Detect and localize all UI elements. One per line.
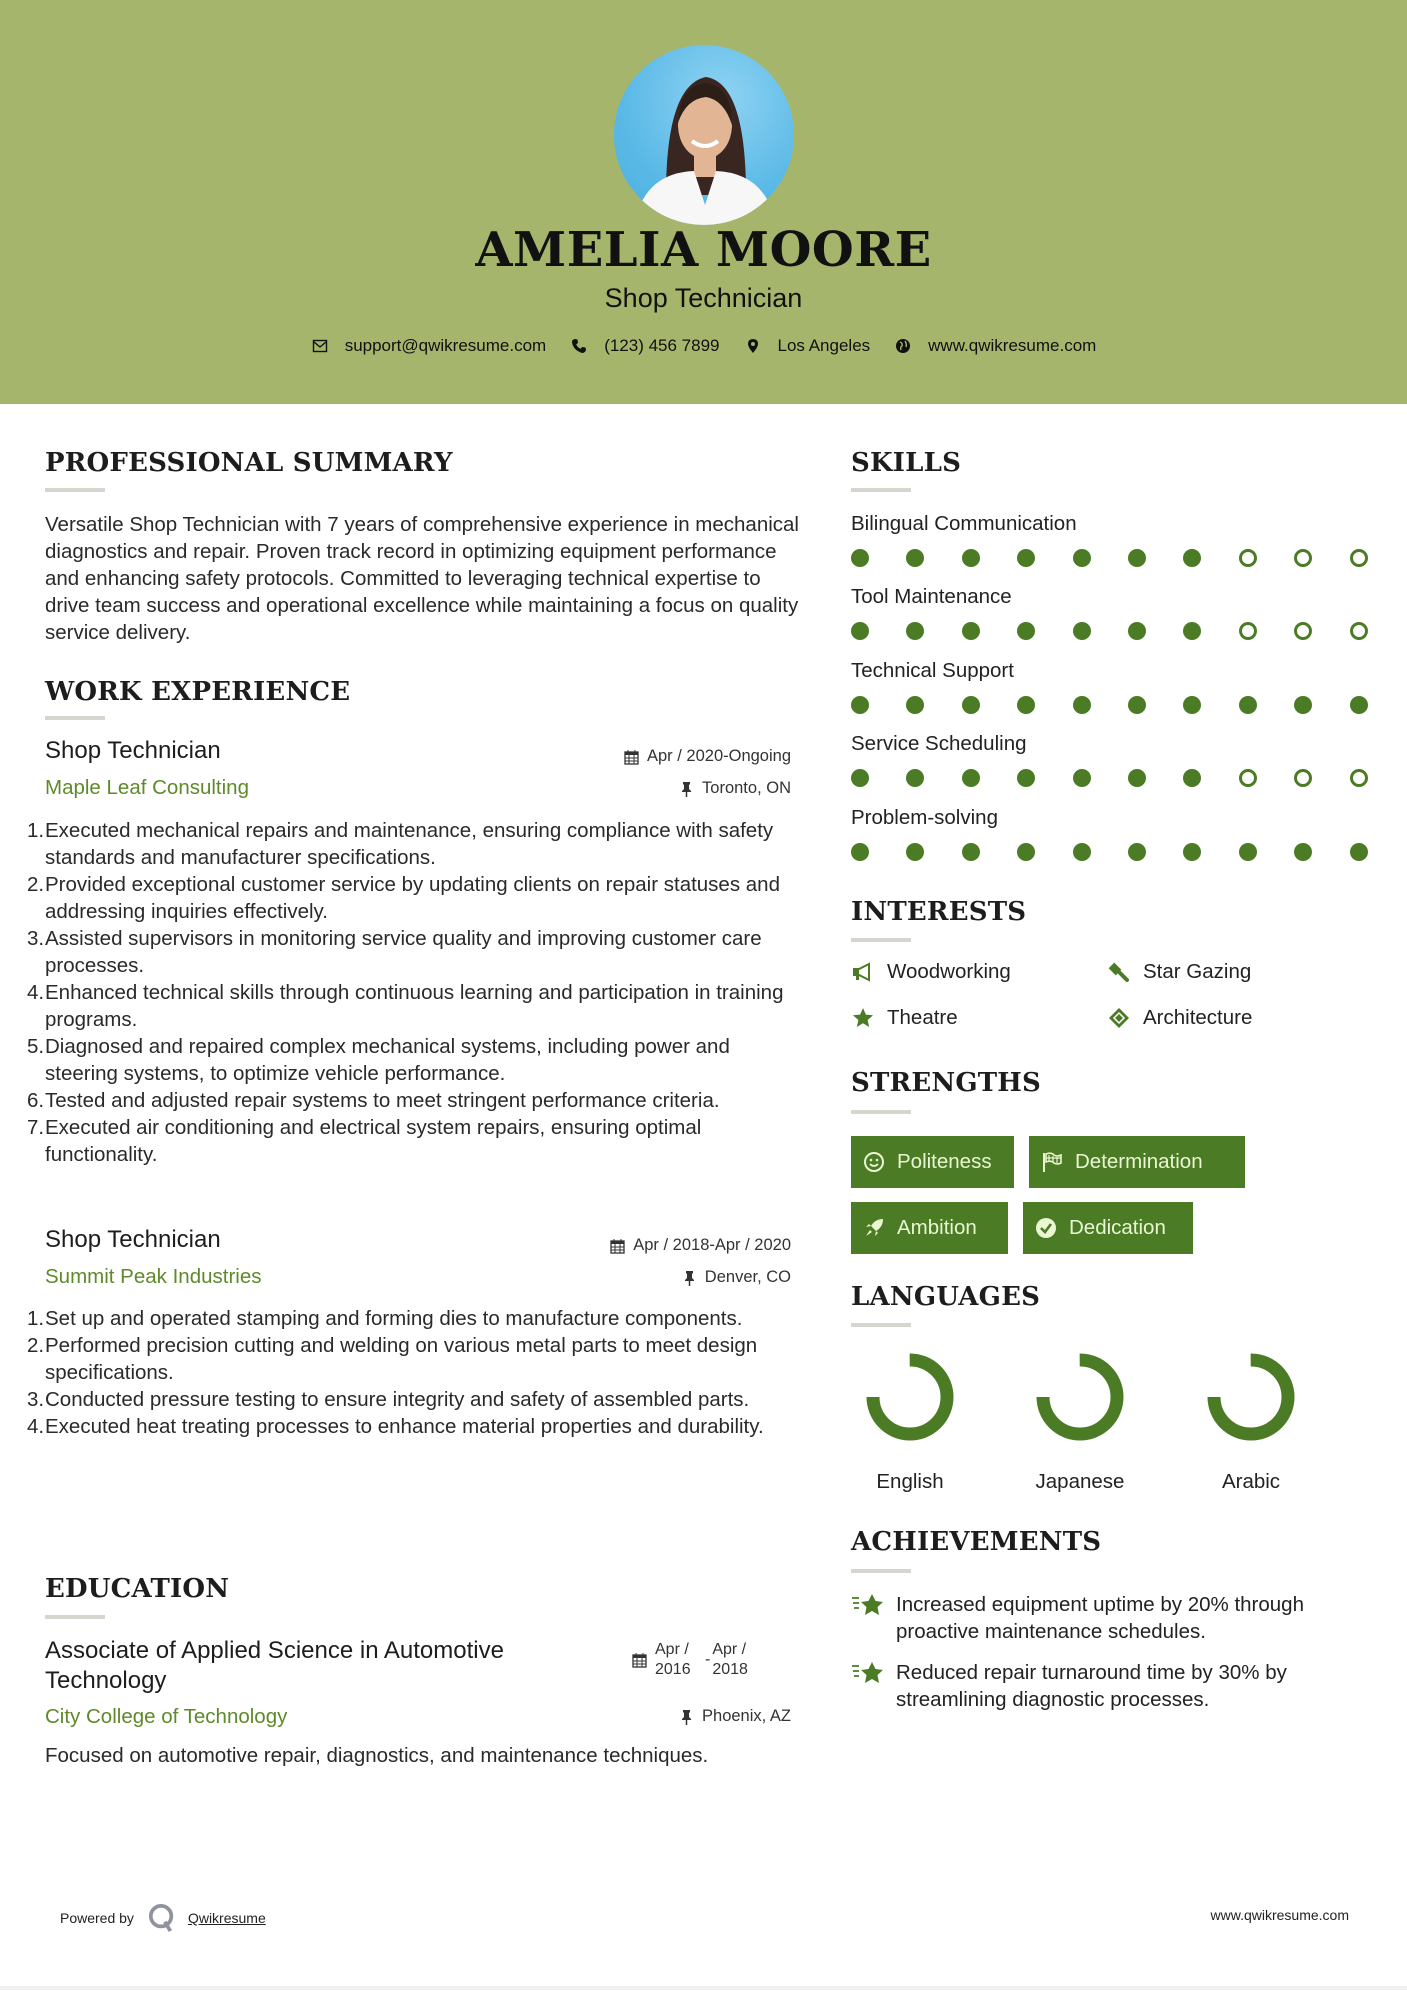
job-location: Denver, CO xyxy=(682,1268,791,1287)
section-divider xyxy=(851,488,911,492)
experience-heading: WORK EXPERIENCE xyxy=(45,677,351,707)
company-name: Summit Peak Industries xyxy=(45,1265,262,1288)
globe-icon xyxy=(894,337,912,355)
empty-dot-icon xyxy=(1350,769,1368,787)
section-divider xyxy=(851,1110,911,1114)
job-responsibilities xyxy=(27,817,807,1168)
filled-dot-icon xyxy=(906,769,924,787)
section-divider xyxy=(851,1569,911,1573)
candidate-title: Shop Technician xyxy=(604,283,803,313)
list-item: 5. Diagnosed and repaired complex mechanical systems, including power and steering systems, to optimize vehicle performance. xyxy=(27,1035,730,1085)
education-location: Phoenix, AZ xyxy=(679,1707,791,1726)
filled-dot-icon xyxy=(1128,622,1146,640)
achievement-item: Increased equipment uptime by 20% through proactive maintenance schedules. xyxy=(851,1591,1371,1645)
empty-dot-icon xyxy=(1294,549,1312,567)
degree-title: Associate of Applied Science in Automotive Technology xyxy=(45,1637,504,1694)
filled-dot-icon xyxy=(851,769,869,787)
smile-icon xyxy=(863,1151,885,1173)
achievement-item: Reduced repair turnaround time by 30% by streamlining diagnostic processes. xyxy=(851,1659,1371,1713)
strengths-heading: STRENGTHS xyxy=(851,1068,1042,1098)
phone-text: (123) 456 7899 xyxy=(604,336,720,355)
filled-dot-icon xyxy=(962,549,980,567)
qwikresume-link[interactable]: Qwikresume xyxy=(187,1910,266,1926)
strength-dedication: Dedication xyxy=(1023,1202,1193,1254)
filled-dot-icon xyxy=(1183,843,1201,861)
education-end: Apr / 2018 xyxy=(712,1641,748,1678)
shooting-star-icon xyxy=(851,1659,887,1689)
list-item: 4. Executed heat treating processes to enhance material properties and durability. xyxy=(27,1415,764,1438)
empty-dot-icon xyxy=(1239,769,1257,787)
filled-dot-icon xyxy=(851,696,869,714)
footer-powered-by: Powered by Qwikresume xyxy=(60,1903,266,1933)
filled-dot-icon xyxy=(1073,769,1091,787)
empty-dot-icon xyxy=(1350,549,1368,567)
skill-name: Technical Support xyxy=(851,659,1014,682)
qwikresume-logo-icon xyxy=(148,1903,176,1933)
section-divider xyxy=(851,938,911,942)
skill-rating xyxy=(851,696,1405,714)
section-divider xyxy=(45,488,105,492)
list-item: 4. Enhanced technical skills through continuous learning and participation in training programs. xyxy=(27,981,784,1031)
language-progress-ring xyxy=(865,1352,955,1442)
filled-dot-icon xyxy=(1183,769,1201,787)
phone-icon xyxy=(570,337,588,355)
list-item: 6. Tested and adjusted repair systems to meet stringent performance criteria. xyxy=(27,1089,720,1112)
filled-dot-icon xyxy=(906,843,924,861)
job-dates: Apr / 2020-Ongoing xyxy=(624,747,791,766)
page-bottom-edge xyxy=(0,1986,1407,1990)
bullhorn-icon xyxy=(851,960,875,984)
calendar-icon xyxy=(624,749,639,765)
candidate-name: AMELIA MOORE xyxy=(475,222,932,278)
map-marker-icon xyxy=(744,337,762,355)
filled-dot-icon xyxy=(1017,843,1035,861)
filled-dot-icon xyxy=(1294,696,1312,714)
filled-dot-icon xyxy=(1128,696,1146,714)
contact-location xyxy=(744,336,871,356)
filled-dot-icon xyxy=(1073,549,1091,567)
list-item: 3. Conducted pressure testing to ensure integrity and safety of assembled parts. xyxy=(27,1388,750,1411)
language-progress-ring xyxy=(1035,1352,1125,1442)
language-arabic: Arabic xyxy=(1201,1352,1301,1494)
filled-dot-icon xyxy=(851,622,869,640)
skill-name: Tool Maintenance xyxy=(851,585,1012,608)
filled-dot-icon xyxy=(1073,696,1091,714)
filled-dot-icon xyxy=(906,696,924,714)
empty-dot-icon xyxy=(1350,622,1368,640)
filled-dot-icon xyxy=(1017,769,1035,787)
job-title: Shop Technician xyxy=(45,737,221,764)
languages-heading: LANGUAGES xyxy=(851,1282,1041,1312)
list-item: 7. Executed air conditioning and electrical system repairs, ensuring optimal functionality. xyxy=(27,1116,702,1166)
email-text: support@qwikresume.com xyxy=(344,336,547,355)
filled-dot-icon xyxy=(1128,769,1146,787)
profile-photo-icon xyxy=(614,45,794,225)
language-japanese: Japanese xyxy=(1030,1352,1130,1494)
filled-dot-icon xyxy=(1183,696,1201,714)
thumbtack-icon xyxy=(682,1270,697,1286)
filled-dot-icon xyxy=(1017,696,1035,714)
filled-dot-icon xyxy=(906,622,924,640)
website-text: www.qwikresume.com xyxy=(928,336,1097,355)
calendar-icon xyxy=(610,1238,625,1254)
skill-name: Bilingual Communication xyxy=(851,512,1077,535)
company-name: Maple Leaf Consulting xyxy=(45,776,249,799)
filled-dot-icon xyxy=(1073,622,1091,640)
job-location: Toronto, ON xyxy=(679,779,791,798)
filled-dot-icon xyxy=(1073,843,1091,861)
empty-dot-icon xyxy=(1239,622,1257,640)
strength-politeness: Politeness xyxy=(851,1136,1014,1188)
avatar xyxy=(614,45,794,225)
check-circle-icon xyxy=(1035,1217,1057,1239)
list-item: 2. Performed precision cutting and welding on various metal parts to meet design specifications. xyxy=(27,1334,758,1384)
interest-star-gazing: Star Gazing xyxy=(1107,960,1251,984)
filled-dot-icon xyxy=(1294,843,1312,861)
gavel-icon xyxy=(1107,960,1131,984)
section-divider xyxy=(45,716,105,720)
education-start: Apr / 2016 xyxy=(655,1641,691,1678)
filled-dot-icon xyxy=(1183,622,1201,640)
filled-dot-icon xyxy=(1350,843,1368,861)
filled-dot-icon xyxy=(906,549,924,567)
language-progress-ring xyxy=(1206,1352,1296,1442)
skill-rating xyxy=(851,843,1405,861)
school-name: City College of Technology xyxy=(45,1705,288,1728)
calendar-icon xyxy=(632,1652,647,1668)
filled-dot-icon xyxy=(1350,696,1368,714)
contact-email[interactable] xyxy=(311,336,547,356)
header-banner xyxy=(0,0,1407,404)
filled-dot-icon xyxy=(1017,622,1035,640)
skill-name: Problem-solving xyxy=(851,806,998,829)
rocket-icon xyxy=(863,1217,885,1239)
filled-dot-icon xyxy=(962,843,980,861)
footer-website[interactable]: www.qwikresume.com xyxy=(1210,1907,1349,1923)
skill-rating xyxy=(851,769,1405,787)
filled-dot-icon xyxy=(962,769,980,787)
thumbtack-icon xyxy=(679,781,694,797)
achievements-heading: ACHIEVEMENTS xyxy=(851,1527,1102,1557)
skills-heading: SKILLS xyxy=(851,448,962,478)
date-separator: - xyxy=(705,1651,711,1668)
section-divider xyxy=(851,1323,911,1327)
empty-dot-icon xyxy=(1294,769,1312,787)
star-icon xyxy=(851,1006,875,1030)
filled-dot-icon xyxy=(1017,549,1035,567)
skill-rating xyxy=(851,549,1405,567)
education-dates xyxy=(632,1640,758,1680)
list-item: 1. Set up and operated stamping and forming dies to manufacture components. xyxy=(27,1307,743,1330)
list-item: 3. Assisted supervisors in monitoring service quality and improving customer care processes. xyxy=(27,927,762,977)
education-description: Focused on automotive repair, diagnostics, and maintenance techniques. xyxy=(45,1744,709,1767)
flag-checkered-icon xyxy=(1041,1151,1063,1173)
shooting-star-icon xyxy=(851,1591,887,1621)
language-english: English xyxy=(860,1352,960,1494)
strength-determination: Determination xyxy=(1029,1136,1245,1188)
filled-dot-icon xyxy=(851,549,869,567)
contact-bar xyxy=(0,336,1407,356)
filled-dot-icon xyxy=(1128,549,1146,567)
list-item: 1. Executed mechanical repairs and maintenance, ensuring compliance with safety standards and manufacturer specifications. xyxy=(27,819,774,869)
section-divider xyxy=(45,1615,105,1619)
filled-dot-icon xyxy=(1183,549,1201,567)
summary-heading: PROFESSIONAL SUMMARY xyxy=(45,448,453,478)
filled-dot-icon xyxy=(1239,696,1257,714)
filled-dot-icon xyxy=(1128,843,1146,861)
interest-woodworking: Woodworking xyxy=(851,960,1011,984)
interest-theatre: Theatre xyxy=(851,1006,958,1030)
education-heading: EDUCATION xyxy=(45,1574,230,1604)
contact-phone[interactable] xyxy=(570,336,719,356)
skill-name: Service Scheduling xyxy=(851,732,1027,755)
filled-dot-icon xyxy=(962,622,980,640)
empty-dot-icon xyxy=(1239,549,1257,567)
location-text: Los Angeles xyxy=(777,336,871,355)
interests-heading: INTERESTS xyxy=(851,897,1027,927)
summary-text: Versatile Shop Technician with 7 years of comprehensive experience in mechanical diagnostics and repair. Proven track record in optimizing equipment performance and enhancing safety protocols. Committed to leveraging technical expertise to drive team success and operational excellence while maintaining a focus on quality service delivery. xyxy=(45,513,799,644)
filled-dot-icon xyxy=(851,843,869,861)
envelope-icon xyxy=(311,337,329,355)
skill-rating xyxy=(851,622,1405,640)
strength-ambition: Ambition xyxy=(851,1202,1008,1254)
ticket-icon xyxy=(1107,1006,1131,1030)
job-responsibilities xyxy=(27,1305,807,1440)
job-title: Shop Technician xyxy=(45,1226,221,1253)
contact-website[interactable] xyxy=(894,336,1096,356)
filled-dot-icon xyxy=(1239,843,1257,861)
job-dates: Apr / 2018-Apr / 2020 xyxy=(610,1236,791,1255)
filled-dot-icon xyxy=(962,696,980,714)
list-item: 2. Provided exceptional customer service by updating clients on repair statuses and addressing inquiries effectively. xyxy=(27,873,780,923)
thumbtack-icon xyxy=(679,1709,694,1725)
empty-dot-icon xyxy=(1294,622,1312,640)
interest-architecture: Architecture xyxy=(1107,1006,1252,1030)
